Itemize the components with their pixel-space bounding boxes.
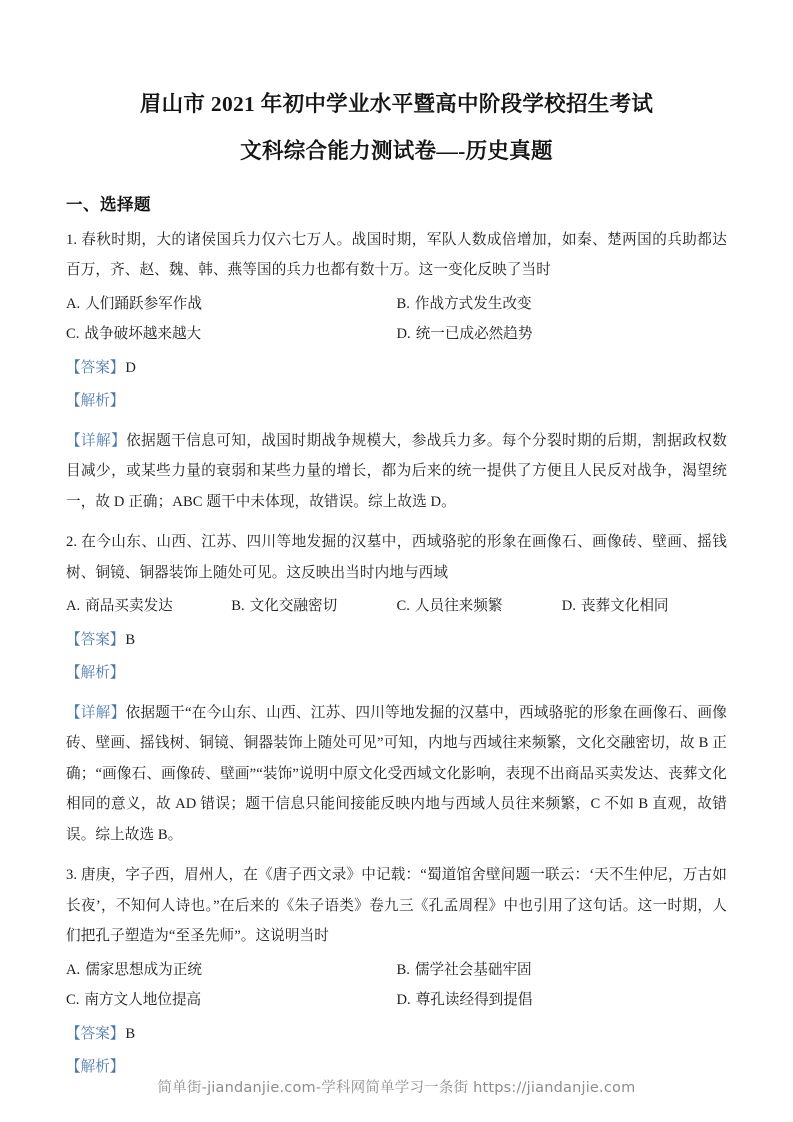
- question-2: [66, 527, 727, 850]
- option-row: [66, 289, 727, 320]
- option-d[interactable]: [397, 319, 728, 350]
- option-c[interactable]: [66, 319, 397, 350]
- option-list: [66, 591, 727, 622]
- option-text: 人员往来频繁: [414, 598, 503, 615]
- section-heading-multiple-choice: 一、选择题: [66, 194, 151, 214]
- option-text: 儒学社会基础牢固: [414, 961, 532, 978]
- detail-paragraph: [66, 698, 727, 851]
- option-b[interactable]: [397, 955, 728, 986]
- question-stem: 1. 春秋时期，大的诸侯国兵力仅六七万人。战国时期，军队人数成倍增加，如秦、楚两国的兵助都达百万，齐、赵、魏、韩、燕等国的兵力也都有数十万。这一变化反映了当时: [66, 231, 727, 279]
- option-label: B.: [396, 961, 410, 978]
- option-a[interactable]: [66, 289, 397, 320]
- question-stem: 3. 唐庚，字子西，眉州人，在《唐子西文录》中记载：“蜀道馆舍壁间题一联云：‘天不生仲尼，万古如长夜’，不知何人诗也。”在后来的《朱子语类》卷九三《孔孟周程》中也引用了这句话。这一时期，人们把孔子塑造为“至圣先师”。这说明当时: [66, 867, 727, 945]
- option-row: [66, 319, 727, 350]
- option-row: [66, 955, 727, 986]
- option-label: B.: [396, 295, 410, 312]
- detail-text: 依据题干“在今山东、山西、江苏、四川等地发掘的汉墓中，西域骆驼的形象在画像石、画像砖、壁画、摇钱树、铜镜、铜器装饰上随处可见”可知，内地与西域往来频繁，文化交融密切，故 B 正确；“画像石、画像砖、壁画”“装饰”说明中原文化受西域文化影响，表现不出商品买卖发达、丧葬文化相同的意义，故 AD 错误；题干信息只能间接能反映内地与西域人员往来频繁，C 不如 B 直观，故错误。综上故选 B。: [66, 704, 727, 843]
- option-label: B.: [231, 598, 245, 615]
- analysis-marker: 【解析】: [66, 1059, 125, 1076]
- analysis-marker: 【解析】: [66, 393, 125, 410]
- detail-text: 依据题干信息可知，战国时期战争规模大，参战兵力多。每个分裂时期的后期，割据政权数目减少，或某些力量的衰弱和某些力量的增长，都为后来的统一提供了方便且人民反对战争，渴望统一，故 D 正确；ABC 题干中未体现，故错误。综上故选 D。: [66, 432, 727, 510]
- answer-value: B: [125, 1025, 136, 1042]
- option-list: [66, 289, 727, 350]
- option-a[interactable]: [66, 591, 231, 622]
- option-label: A.: [66, 598, 81, 615]
- option-label: D.: [396, 992, 411, 1009]
- footer-watermark: 简单街-jiandanjie.com-学科网简单学习一条街 https://jiandanjie.com: [157, 1080, 636, 1096]
- answer-line: [66, 625, 727, 656]
- option-label: C.: [66, 992, 80, 1009]
- analysis-line: [66, 386, 727, 417]
- answer-value: D: [125, 359, 136, 376]
- option-label: C.: [66, 326, 80, 343]
- answer-line: [66, 1019, 727, 1050]
- detail-marker: 【详解】: [66, 432, 127, 449]
- answer-marker: 【答案】: [66, 1025, 125, 1042]
- option-row: [66, 591, 727, 622]
- option-text: 人们踊跃参军作战: [85, 295, 202, 312]
- option-d[interactable]: [562, 591, 727, 622]
- detail-paragraph: [66, 426, 727, 518]
- option-label: A.: [66, 295, 81, 312]
- option-text: 儒家思想成为正统: [85, 961, 202, 978]
- question-stem: 2. 在今山东、山西、江苏、四川等地发掘的汉墓中，西域骆驼的形象在画像石、画像砖、壁画、摇钱树、铜镜、铜器装饰上随处可见。这反映出当时内地与西域: [66, 534, 727, 581]
- option-text: 丧葬文化相同: [580, 598, 669, 615]
- option-b[interactable]: [231, 591, 396, 622]
- question-3: [66, 860, 727, 1083]
- question-1: [66, 225, 727, 518]
- option-text: 统一已成必然趋势: [415, 326, 533, 343]
- option-label: C.: [396, 598, 410, 615]
- option-b[interactable]: [397, 289, 728, 320]
- page-title-line-2: 文科综合能力测试卷—-历史真题: [240, 138, 553, 163]
- page-title-line-1: 眉山市 2021 年初中学业水平暨高中阶段学校招生考试: [139, 92, 654, 116]
- option-label: D.: [396, 326, 411, 343]
- option-text: 南方文人地位提高: [84, 992, 202, 1009]
- option-list: [66, 955, 727, 1016]
- option-a[interactable]: [66, 955, 397, 986]
- option-text: 尊孔读经得到提倡: [415, 992, 533, 1009]
- option-text: 文化交融密切: [249, 598, 338, 615]
- option-label: A.: [66, 961, 81, 978]
- answer-marker: 【答案】: [66, 359, 125, 376]
- option-c[interactable]: [397, 591, 562, 622]
- option-d[interactable]: [397, 985, 728, 1016]
- detail-marker: 【详解】: [66, 704, 126, 721]
- answer-marker: 【答案】: [66, 631, 125, 648]
- option-text: 商品买卖发达: [85, 598, 173, 615]
- option-text: 作战方式发生改变: [414, 295, 532, 312]
- document-title-block: [0, 0, 793, 165]
- analysis-line: [66, 658, 727, 689]
- analysis-marker: 【解析】: [66, 665, 125, 682]
- answer-value: B: [125, 631, 136, 648]
- answer-line: [66, 353, 727, 384]
- questions-container: [0, 225, 793, 1083]
- option-row: [66, 985, 727, 1016]
- option-c[interactable]: [66, 985, 397, 1016]
- option-text: 战争破坏越来越大: [84, 326, 202, 343]
- option-label: D.: [561, 598, 576, 615]
